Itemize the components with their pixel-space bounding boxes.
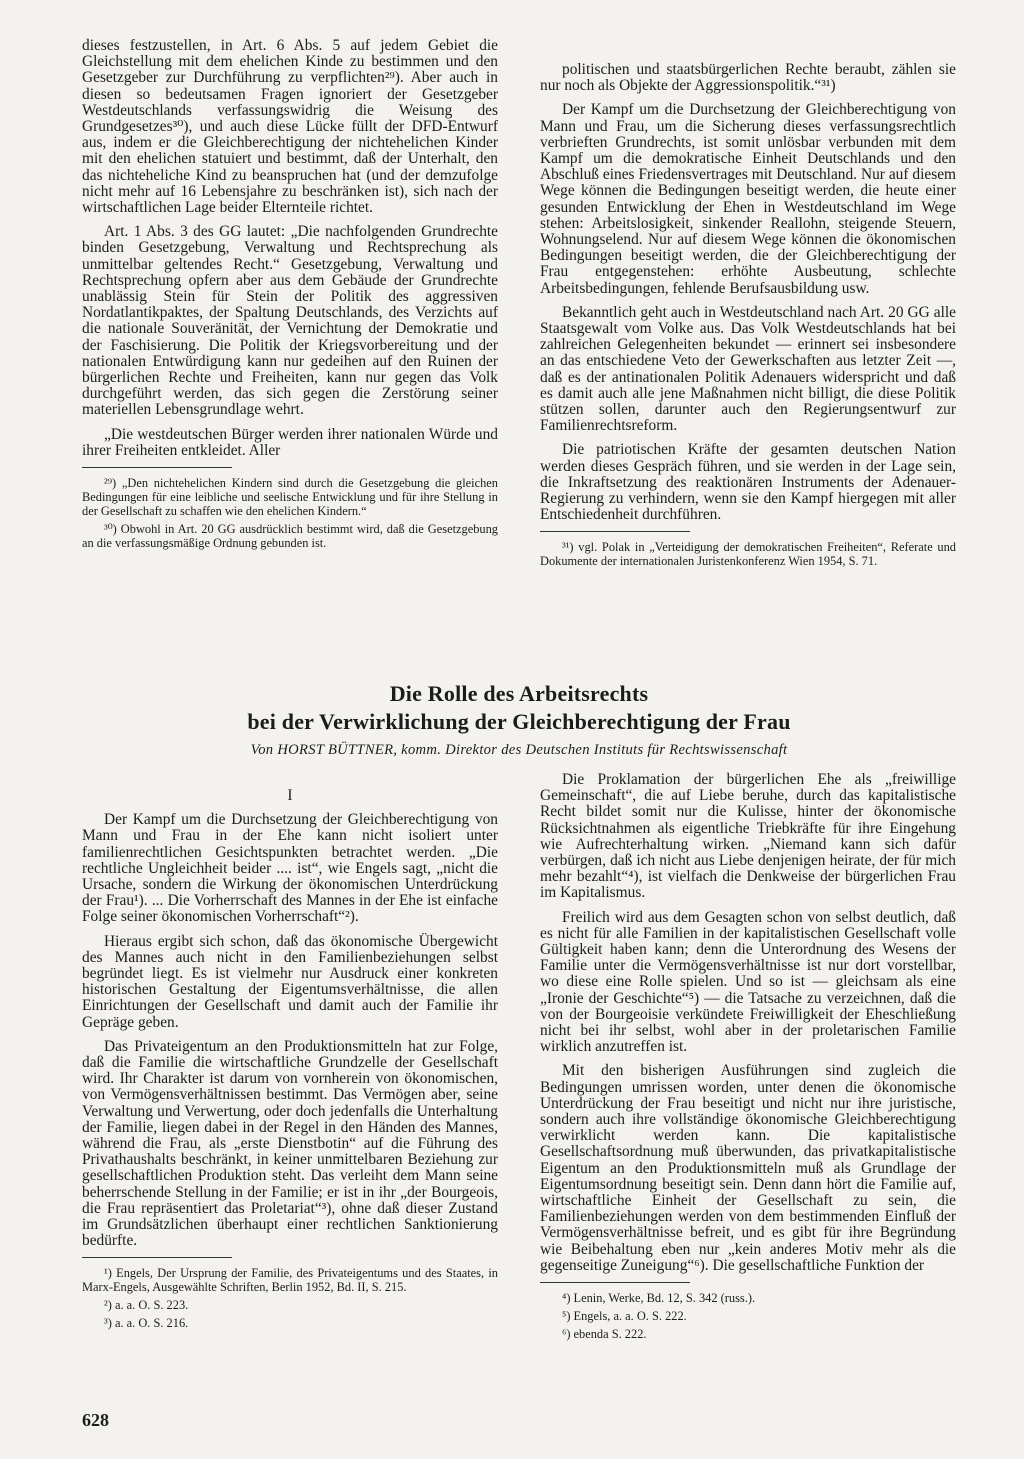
paragraph: Die patriotischen Kräfte der gesamten deutschen Nation werden dieses Gespräch führen, und sie werden in der Lage sein, die Inkraftsetzung des reaktionären Instruments der Adenauer-Regierung zu verhindern, wenn sie den Kampf hiergegen mit aller Entschiedenheit durchführen. (540, 441, 956, 524)
article-title-line-2: bei der Verwirklichung der Gleichberechtigung der Frau (247, 709, 791, 734)
bottom-right-column (540, 772, 956, 1345)
paragraph: Das Privateigentum an den Produktionsmitteln hat zur Folge, daß die Familie die wirtschaftliche Grundzelle der Gesellschaft wird. Ihr Charakter ist darum von vornherein von ökonomischen, von Vermögensverhältnissen bestimmt. Das Vermögen aber, seine Verwaltung und Verwertung, oder doch jedenfalls die Unterhaltung der Familie, liegen dabei in der Regel in den Händen des Mannes, während die Frau, als „erste Dienstbotin“ auf die Führung des Privathaushalts beschränkt, in keiner unmittelbaren Beziehung zur gesellschaftlichen Produktion steht. Das verleiht dem Mann seine beherrschende Stellung in der Familie; er ist in ihr „der Bourgeois, die Frau repräsentiert das Proletariat“³), ohne daß dieser Zustand im Grundsätzlichen überhaupt einer rechtlichen Sanktionierung bedürfte. (82, 1037, 498, 1250)
footnotes (82, 1257, 498, 1330)
footnote: ¹) Engels, Der Ursprung der Familie, des Privateigentums und des Staates, in Marx-Engels, Ausgewählte Schriften, Berlin 1952, Bd. II, S. 215. (82, 1266, 498, 1295)
footnote: ³¹) vgl. Polak in „Verteidigung der demokratischen Freiheiten“, Referate und Dokumente der internationalen Juristenkonferenz Wien 1954, S. 71. (540, 540, 956, 569)
page-number: 628 (82, 1410, 109, 1430)
paragraph: Mit den bisherigen Ausführungen sind zugleich die Bedingungen umrissen worden, unter denen die ökonomische Unterdrückung der Frau beseitigt und nicht nur ihre juristische, sondern auch ihre vollständige ökonomische Gleichberechtigung verwirklicht werden kann. Die kapitalistische Gesellschaftsordnung muß überwunden, das privatkapitalistische Eigentum an den Produktionsmitteln muß als Grundlage der Eigentumsordnung beseitigt sein. Denn dann hört die Familie auf, wirtschaftliche Einheit der Gesellschaft zu sein, die Familienbeziehungen werden von dem bestimmenden Einfluß der Vermögensverhältnisse befreit, und es gibt für ihre Begründung wie Beibehaltung eben nur „kein anderes Motiv mehr als die gegenseitige Zuneigung“⁶). Die gesellschaftliche Funktion der (540, 1062, 956, 1274)
footnote: ⁴) Lenin, Werke, Bd. 12, S. 342 (russ.). (562, 1291, 756, 1306)
footnote-divider (82, 467, 232, 468)
paragraph: Hieraus ergibt sich schon, daß das ökonomische Übergewicht des Mannes auch nicht in den Familienbeziehungen selbst begründet liegt. Es ist vielmehr nur Ausdruck einer konkreten historischen Gestaltung der Eigentumsverhältnisse, die allen Einrichtungen der Gesellschaft und damit auch der Familie ihr Gepräge geben. (82, 932, 498, 1031)
footnote: ⁵) Engels, a. a. O. S. 222. (562, 1309, 687, 1324)
footnote: ²) a. a. O. S. 223. (104, 1298, 189, 1313)
footnote-divider (540, 1282, 690, 1283)
article-header (82, 680, 956, 759)
article-author: Von HORST BÜTTNER, komm. Direktor des Deutschen Instituts für Rechtswissenschaft (250, 742, 788, 758)
paragraph: Bekanntlich geht auch in Westdeutschland nach Art. 20 GG alle Staatsgewalt vom Volke aus. Das Volk Westdeutschlands hat bei zahlreichen Gelegenheiten bekundet — erinnert sei insbesondere an das entschiedene Veto der Gewerkschaften aus letzter Zeit —, daß es der antinationalen Politik Adenauers widerspricht und daß es damit auch alle jene Maßnahmen nicht billigt, die diese Politik stützen sollen, darunter auch den Regierungsentwurf zur Familienrechtsreform. (540, 303, 956, 435)
paragraph: politischen und staatsbürgerlichen Rechte beraubt, zählen sie nur noch als Objekte der Aggressionspolitik.“³¹) (540, 61, 956, 95)
top-right-column (540, 62, 956, 572)
paragraph: Freilich wird aus dem Gesagten schon von selbst deutlich, daß es nicht für alle Familien in der kapitalistischen Gesellschaft volle Gültigkeit haben kann; denn die Unterordnung des Wesens der Familie unter die Vermögensverhältnisse ist nur dort vorstellbar, wo diese eine Rolle spielen. Und so ist — gleichsam als eine „Ironie der Geschichte“⁵) — die Tatsache zu verzeichnen, daß die von der Bourgeoisie verkündete Freiwilligkeit der Eheschließung nicht bei ihr selbst, wohl aber in der proletarischen Familie wirklich anzutreffen ist. (540, 908, 956, 1056)
paragraph: Der Kampf um die Durchsetzung der Gleichberechtigung von Mann und Frau, um die Sicherung dieses verfassungsrechtlich verbrieften Grundrechts, ist somit unlösbar verbunden mit dem Kampf um die demokratische Einheit Deutschlands und den Abschluß eines Friedensvertrages mit Deutschland. Nur auf diesem Wege können die Bedingungen beseitigt werden, die heute einer gesunden Entwicklung der Ehen in Westdeutschland im Wege stehen: Arbeitslosigkeit, sinkender Reallohn, steigende Steuern, Wohnungselend. Nur auf diesem Wege können die ökonomischen Bedingungen beseitigt werden, die der Gleichberechtigung der Frau entgegenstehen: erhöhte Ausbeutung, schlechte Arbeitsbedingungen, fehlende Berufsausbildung usw. (540, 101, 956, 297)
paragraph: Der Kampf um die Durchsetzung der Gleichberechtigung von Mann und Frau in der Ehe kann nicht isoliert unter familienrechtlichen Gesichtspunkten betrachtet werden. „Die rechtliche Ungleichheit beider .... ist“, wie Engels sagt, „nicht die Ursache, sondern die Wirkung der ökonomischen Unterdrückung der Frau¹). ... Die Vorherrschaft des Mannes in der Ehe ist einfache Folge seiner ökonomischen Vorherrschaft“²). (82, 811, 498, 926)
footnotes (540, 531, 956, 568)
footnote: ³⁰) Obwohl in Art. 20 GG ausdrücklich bestimmt wird, daß die Gesetzgebung an die verfassungsmäßige Ordnung gebunden ist. (82, 522, 498, 551)
section-number: I (287, 787, 293, 804)
paragraph: Art. 1 Abs. 3 des GG lautet: „Die nachfolgenden Grundrechte binden Gesetzgebung, Verwaltung und Rechtsprechung als unmittelbar geltendes Recht.“ Gesetzgebung, Verwaltung und Rechtsprechung opfern aber aus dem Gebäude der Grundrechte unablässig Stein für Stein der Politik des aggressiven Nordatlantikpaktes, der Spaltung Deutschlands, des Verzichts auf die nationale Souveränität, der Vernichtung der Demokratie und der Faschisierung. Die Politik der Kriegsvorbereitung und der nationalen Entwürdigung kann nur gedeihen auf den Ruinen der bürgerlichen Rechte und Freiheiten, kann nur gegen das Volk durchgeführt werden, das sich gegen die Zerstörung seiner materiellen Lebensgrundlage wehrt. (82, 223, 498, 419)
article-title-line-1: Die Rolle des Arbeitsrechts (389, 681, 649, 706)
paragraph: „Die westdeutschen Bürger werden ihrer nationalen Würde und ihrer Freiheiten entkleidet. Aller (82, 425, 498, 459)
footnotes (540, 1282, 956, 1341)
paragraph: dieses festzustellen, in Art. 6 Abs. 5 auf jedem Gebiet die Gleichstellung mit dem ehelichen Kinde zu bestimmen und den Gesetzgeber zur Durchführung zu verpflichten²⁹). Aber auch in diesen so bedeutsamen Fragen ignoriert der Gesetzgeber Westdeutschlands verfassungswidrig die Weisung des Grundgesetzes³⁰), und auch diese Lücke füllt der DFD-Entwurf aus, indem er die Gleichberechtigung der nichtehelichen Kinder mit den ehelichen statuiert und bestimmt, daß der Unterhalt, den das nichteheliche Kind zu beanspruchen hat (und der demzufolge nicht mehr auf 16 Lebensjahre zu beschränken ist), sich nach der wirtschaftlichen Lage beider Elternteile richtet. (82, 37, 498, 217)
bottom-left-column (82, 788, 498, 1334)
footnote-divider (82, 1257, 232, 1258)
paragraph: Die Proklamation der bürgerlichen Ehe als „freiwillige Gemeinschaft“, die auf Liebe beruhe, durch das kapitalistische Recht bildet somit nur die Kulisse, hinter der ökonomische Rücksichtnahmen als eigentliche Triebkräfte für ihre Eingehung wie Aufrechterhaltung wirken. „Niemand kann sich dafür verbürgen, daß ich nicht aus Liebe denjenigen heirate, der für mich mehr bezahlt“⁴), ist vielfach die Denkweise der bürgerlichen Frau im Kapitalismus. (540, 771, 956, 902)
footnotes (82, 467, 498, 550)
footnote: ³) a. a. O. S. 216. (104, 1316, 189, 1331)
footnote: ²⁹) „Den nichtehelichen Kindern sind durch die Gesetzgebung die gleichen Bedingungen für eine leibliche und seelische Entwicklung und für ihre Stellung in der Gesellschaft zu schaffen wie den ehelichen Kindern.“ (82, 476, 498, 519)
footnote: ⁶) ebenda S. 222. (562, 1327, 647, 1342)
footnote-divider (540, 531, 690, 532)
top-left-column (82, 38, 498, 554)
